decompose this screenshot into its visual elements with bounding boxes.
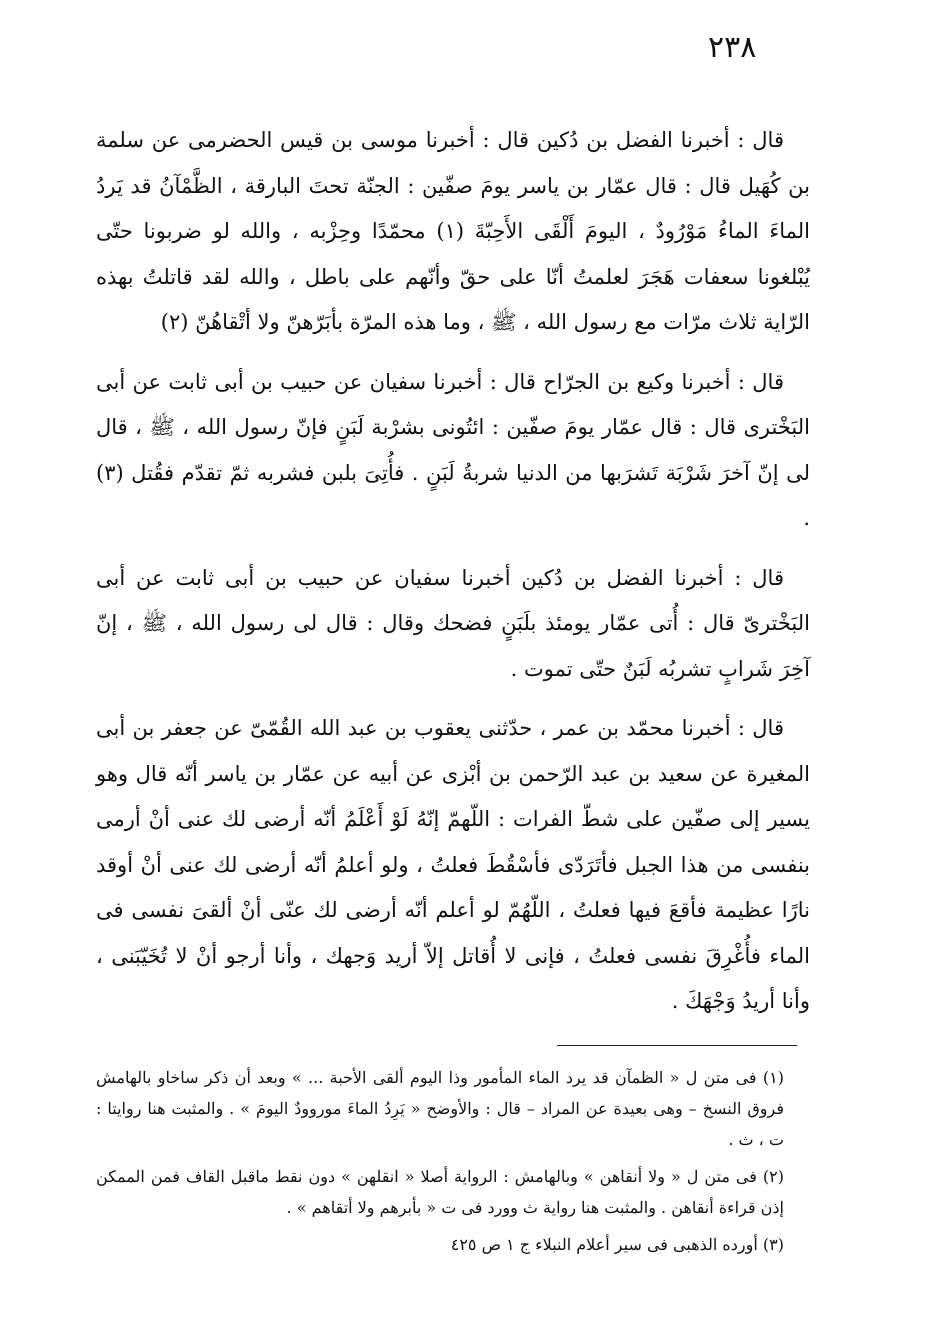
footnote-1: (١) فى متن ل « الظمآن قد يرد الماء المأمور وذا اليوم ألقى الأحبة ... » وبعد أن ذكر ساخاو بالهامش فروق النسخ – وهى بعيدة عن المراد – قال : والأوضح « يَرِدُ الماءَ موروودٌ اليومَ » . والمثبت هنا روايتا : ت ، ث . <box>96 1068 784 1149</box>
footnotes <box>96 1062 810 1266</box>
footnote-2: (٢) فى متن ل « ولا أنقاهن » وبالهامش : الرواية أصلا « انقلهن » دون نقط ماقبل القاف فمن الممكن إذن قراءة أنقاهن . والمثبت هنا رواية ث وورد فى ت « بأبرهم ولا أتقاهم » . <box>96 1167 784 1217</box>
footnote-divider <box>557 1045 797 1046</box>
paragraph-2: قال : أخبرنا وكيع بن الجرّاح قال : أخبرنا سفيان عن حبيب بن أبى ثابت عن أبى البَخْترى قال : قال عمّار يومَ صفّين : ائتُونى بشرْبة لَبَنٍ فإنّ رسول الله ، ﷺ ، قال لى إنّ آخرَ شَرْبَة تَشرَبها من الدنيا شربةُ لَبَنٍ . فأُتِىَ بلبن فشربه ثمّ تقدّم فقُتل (٣) . <box>96 369 810 530</box>
paragraph-1: قال : أخبرنا الفضل بن دُكين قال : أخبرنا موسى بن قيس الحضرمى عن سلمة بن كُهَيل قال : قال عمّار بن ياسر يومَ صفّين : الجنّة تحتَ البارقة ، الظَّمْآنُ قد يَردُ الماءَ الماءُ مَوْرُودٌ ، اليومَ أَلْقَى الأَحِبّةَ (١) محمّدًا وحِزْبه ، والله لو ضربونا حتّى يُبْلغونا سعفات هَجَرَ لعلمتُ أنّا على حقّ وأنّهم على باطل ، والله لقد قاتلتُ بهذه الرّاية ثلاث مرّات مع رسول الله ، ﷺ ، وما هذه المرّة بأبَرّهنّ ولا أتْقاهُنّ (٢) <box>96 128 810 334</box>
paragraph-4: قال : أخبرنا محمّد بن عمر ، حدّثنى يعقوب بن عبد الله القُمّىّ عن جعفر بن أبى المغيرة عن سعيد بن عبد الرّحمن بن أبْزى عن أبيه عن عمّار بن ياسر أنّه قال وهو يسير إلى صفّين على شطّ الفرات : اللّهمّ إنّهُ لَوْ أَعْلَمُ أنّه أرضى لك عنى أنْ أرمى بنفسى من هذا الجبل فأتَرَدّى فأسْقُطَ فعلتُ ، ولو أعلمُ أنّه أرضى لك عنى أنْ أوقد نارًا عظيمة فأقعَ فيها فعلتُ ، اللّهُمّ لو أعلم أنّه أرضى لك عنّى أنْ ألقىَ نفسى فى الماء فأُغْرِقَ نفسى فعلتُ ، فإنى لا أُقاتل إلاّ أريد وَجهك ، وأنا أرجو أنْ لا تُخَيّبَنى ، وأنا أريدُ وَجْهَكَ . <box>96 716 810 1013</box>
page-number-text: ٢٣٨ <box>708 30 757 65</box>
paragraph-3: قال : أخبرنا الفضل بن دُكين أخبرنا سفيان عن حبيب بن أبى ثابت عن أبى البَخْترىّ قال : أُتى عمّار يومئذ بلَبَنٍ فضحك وقال : قال لى رسول الله ، ﷺ ، إنّ آخِرَ شَرابٍ تشربُه لَبَنٌ حتّى تموت . <box>96 565 810 681</box>
main-text <box>96 118 810 1039</box>
footnote-3: (٣) أورده الذهبى فى سير أعلام النبلاء ج ١ ص ٤٢٥ <box>450 1235 784 1254</box>
